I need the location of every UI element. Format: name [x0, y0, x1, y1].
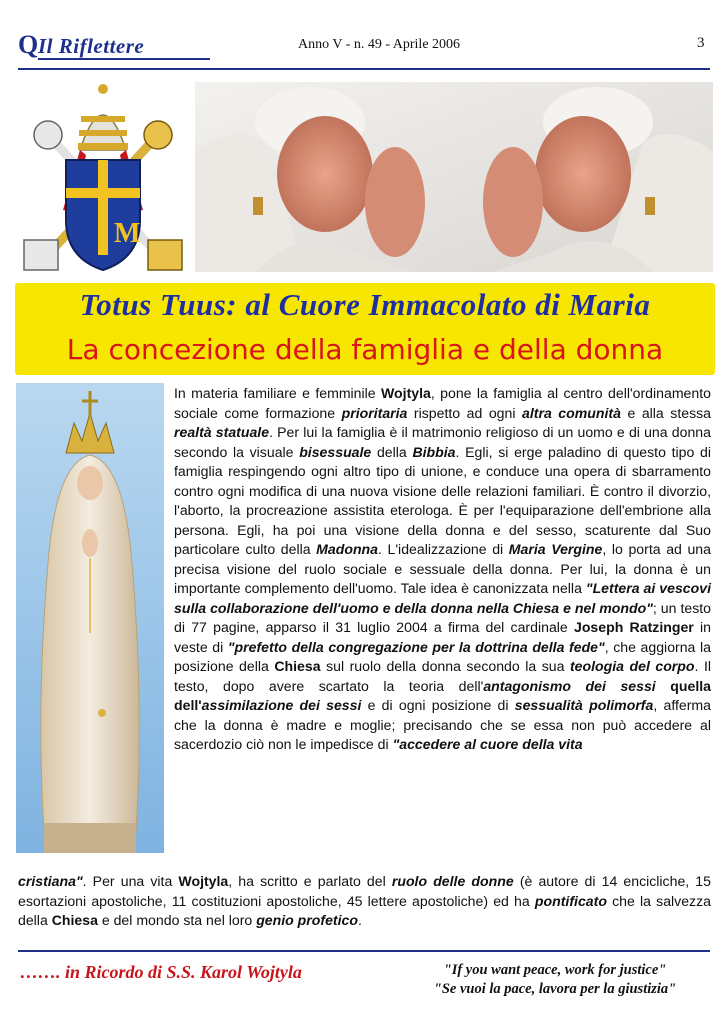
- issue-info: Anno V - n. 49 - Aprile 2006: [298, 37, 461, 52]
- logo-title: Il Riflettere: [38, 34, 145, 58]
- text-run: sessualità polimorfa: [514, 697, 654, 714]
- text-run: , che aggiorna la posizione della: [174, 638, 711, 675]
- statue-icon: [16, 383, 164, 853]
- text-run: . Il testo, dopo avere scartato la teoria dell': [174, 658, 711, 694]
- text-run: Wojtyla: [178, 873, 229, 889]
- text-run: bisessuale: [299, 443, 372, 460]
- article-paragraph-continued: [18, 872, 711, 931]
- text-run: In materia familiare e femminile: [174, 385, 381, 401]
- text-run: ruolo delle donne: [391, 873, 514, 889]
- quote-italian: "Se vuoi la pace, lavora per la giustizia": [433, 981, 677, 997]
- text-run: cristiana": [18, 873, 83, 889]
- text-run: e del mondo sta nel loro: [97, 912, 257, 929]
- text-run: Maria Vergine: [508, 541, 603, 558]
- article-title: La concezione della famiglia e della donna: [66, 333, 664, 366]
- text-run: rispetto ad ogni: [407, 404, 523, 421]
- memorial-line: ……. in Ricordo di S.S. Karol Wojtyla: [20, 962, 302, 982]
- madonna-statue-image: [16, 383, 164, 853]
- svg-text:M: M: [114, 218, 141, 249]
- text-run: , lo porta ad una precisa visione del ruolo sociale e sessuale della donna. Per lui, la donna è un importante complemento dell'uomo. Tale idea è canonizzata nella: [174, 541, 711, 597]
- text-run: e alla stessa: [620, 404, 712, 421]
- text-run: , ha scritto e parlato del: [228, 873, 392, 889]
- article-paragraph: [174, 384, 711, 755]
- text-run: . Per una vita: [82, 873, 179, 889]
- text-run: ; un testo di 77 pagine, apparso il 31 luglio 2004 a firma del cardinale: [174, 599, 711, 636]
- text-run: realtà statuale: [174, 424, 270, 441]
- text-run: antagonismo dei sessi: [483, 677, 656, 694]
- footer-rule: [18, 950, 710, 952]
- text-run: Joseph Ratzinger: [573, 619, 694, 636]
- text-run: altra comunità: [522, 404, 621, 421]
- text-run: , afferma che la donna è madre e moglie; precisando che se essa non può accedere al sacerdozio ciò non le impedisce di: [174, 697, 712, 753]
- text-run: Madonna: [316, 541, 379, 558]
- page-number: 3: [697, 35, 705, 51]
- text-run: e di ogni posizione di: [361, 697, 515, 714]
- text-run: Chiesa: [274, 658, 321, 675]
- text-run: . L'idealizzazione di: [378, 541, 509, 558]
- text-run: della: [371, 443, 413, 460]
- text-run: "Lettera ai vescovi sulla collaborazione dell'uomo e della donna nella Chiesa e nel mondo": [174, 580, 711, 616]
- photo-icon: [195, 82, 713, 272]
- coat-of-arms-icon: [18, 80, 188, 275]
- text-run: , pone la famiglia al centro dell'ordinamento sociale come formazione: [174, 385, 711, 421]
- text-run: (è autore di 14 encicliche, 15 esortazioni apostoliche, 11 costituzioni apostoliche, 45 lettere apostoliche) ed ha: [18, 873, 711, 909]
- text-run: sul ruolo della donna secondo la sua: [320, 658, 570, 675]
- title-banner: [15, 283, 715, 375]
- header-rule: [18, 68, 710, 70]
- logo-mark: Q: [18, 30, 39, 59]
- masthead-logo: [18, 30, 208, 60]
- text-run: in veste di: [174, 619, 711, 655]
- text-run: . Egli, si erge paladino di questo tipo di famiglia respingendo ogni altro tipo di unione, e conduce una opera di sbarramento contro ogni modifica di una nuova visione delle relazioni familiari. È contro il divorzio, l'aborto, la procreazione assistita eterologa. È per l'equiparazione dell'embrione alla persona. Egli, ha poi una visione della donna e del sesso, scaturente dal Suo particolare culto della: [174, 443, 711, 558]
- article-body-continued: [18, 872, 711, 931]
- quote-english: "If you want peace, work for justice": [443, 962, 667, 978]
- text-run: Bibbia: [412, 443, 456, 460]
- logo-underline: [38, 58, 210, 60]
- text-run: "accedere al cuore della vita: [392, 736, 583, 753]
- pope-praying-photo: [195, 82, 713, 272]
- text-run: quella dell': [174, 677, 711, 714]
- text-run: Wojtyla: [381, 385, 431, 401]
- article-body: [174, 384, 711, 755]
- footer-quote: [400, 961, 710, 999]
- papal-coat-of-arms-image: [18, 80, 188, 275]
- text-run: "prefetto della congregazione per la dottrina della fede": [227, 638, 605, 655]
- text-run: genio profetico: [256, 912, 358, 929]
- text-run: che la salvezza della: [18, 892, 711, 929]
- text-run: Chiesa: [51, 912, 98, 929]
- text-run: pontificato: [534, 892, 607, 909]
- text-run: . Per lui la famiglia è il matrimonio religioso di un uomo e di una donna secondo la visuale: [174, 424, 711, 460]
- text-run: teologia del corpo: [569, 658, 695, 675]
- script-title: Totus Tuus: al Cuore Immacolato di Maria: [79, 287, 651, 322]
- text-run: assimilazione dei sessi: [201, 697, 362, 714]
- text-run: .: [357, 912, 362, 929]
- text-run: prioritaria: [341, 404, 408, 421]
